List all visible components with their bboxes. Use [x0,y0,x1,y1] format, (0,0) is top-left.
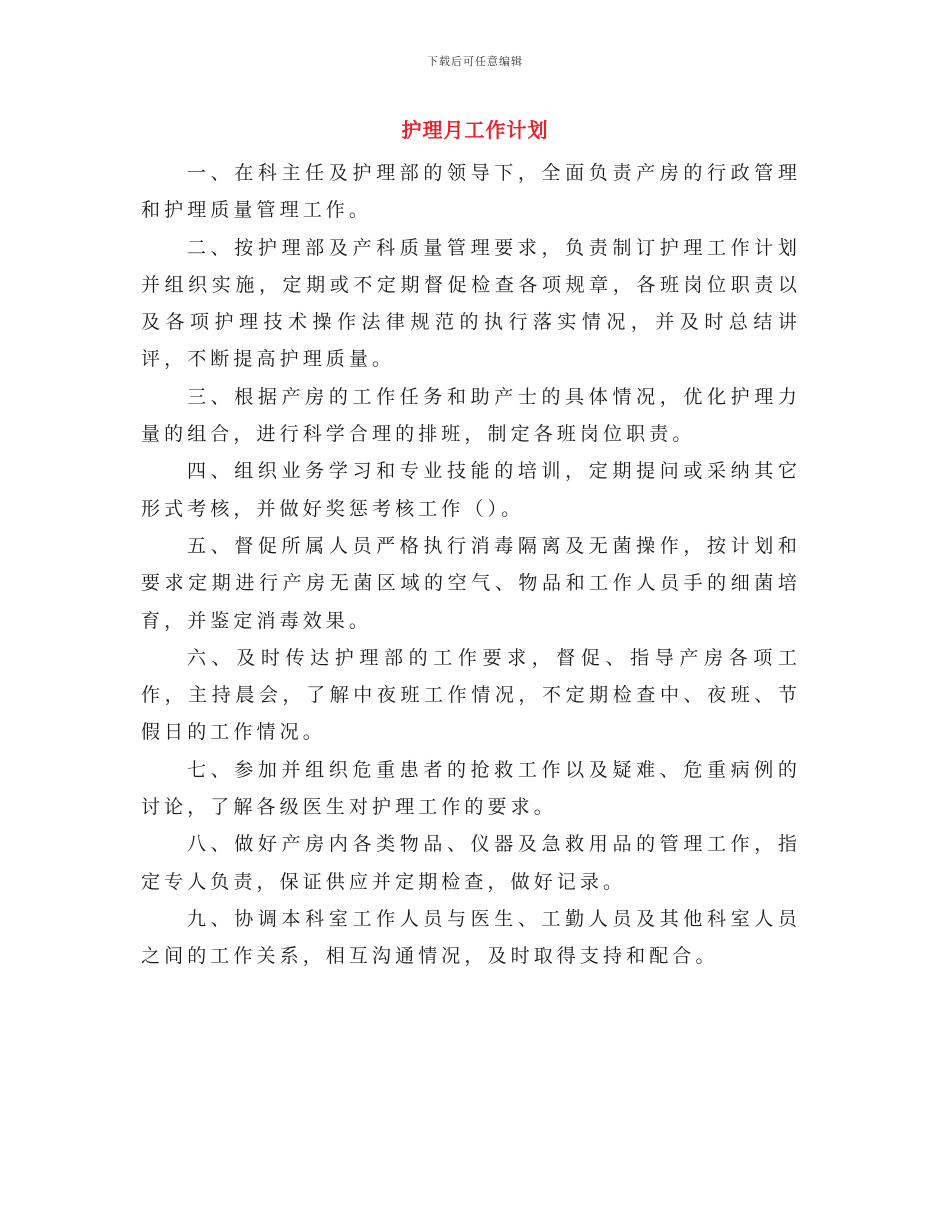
document-body [141,155,801,976]
paragraph-5: 五、督促所属人员严格执行消毒隔离及无菌操作，按计划和要求定期进行产房无菌区域的空气、物品和工作人员手的细菌培育，并鉴定消毒效果。 [141,534,801,632]
paragraph-3: 三、根据产房的工作任务和助产士的具体情况，优化护理力量的组合，进行科学合理的排班，制定各班岗位职责。 [141,385,801,446]
paragraph-6: 六、及时传达护理部的工作要求，督促、指导产房各项工作，主持晨会，了解中夜班工作情况，不定期检查中、夜班、节假日的工作情况。 [141,646,801,744]
document-title: 护理月工作计划 [401,118,549,142]
paragraph-4: 四、组织业务学习和专业技能的培训，定期提问或采纳其它形式考核，并做好奖惩考核工作（）。 [141,460,801,520]
paragraph-8: 八、做好产房内各类物品、仪器及急救用品的管理工作，指定专人负责，保证供应并定期检查，做好记录。 [141,833,801,893]
paragraph-9: 九、协调本科室工作人员与医生、工勤人员及其他科室人员之间的工作关系，相互沟通情况，及时取得支持和配合。 [141,907,801,968]
paragraph-7: 七、参加并组织危重患者的抢救工作以及疑难、危重病例的讨论，了解各级医生对护理工作的要求。 [141,758,801,819]
header-note: 下载后可任意编辑 [427,55,523,68]
paragraph-1: 一、在科主任及护理部的领导下，全面负责产房的行政管理和护理质量管理工作。 [141,162,801,222]
paragraph-2: 二、按护理部及产科质量管理要求，负责制订护理工作计划并组织实施，定期或不定期督促检查各项规章，各班岗位职责以及各项护理技术操作法律规范的执行落实情况，并及时总结讲评，不断提高护理质量。 [141,236,801,371]
